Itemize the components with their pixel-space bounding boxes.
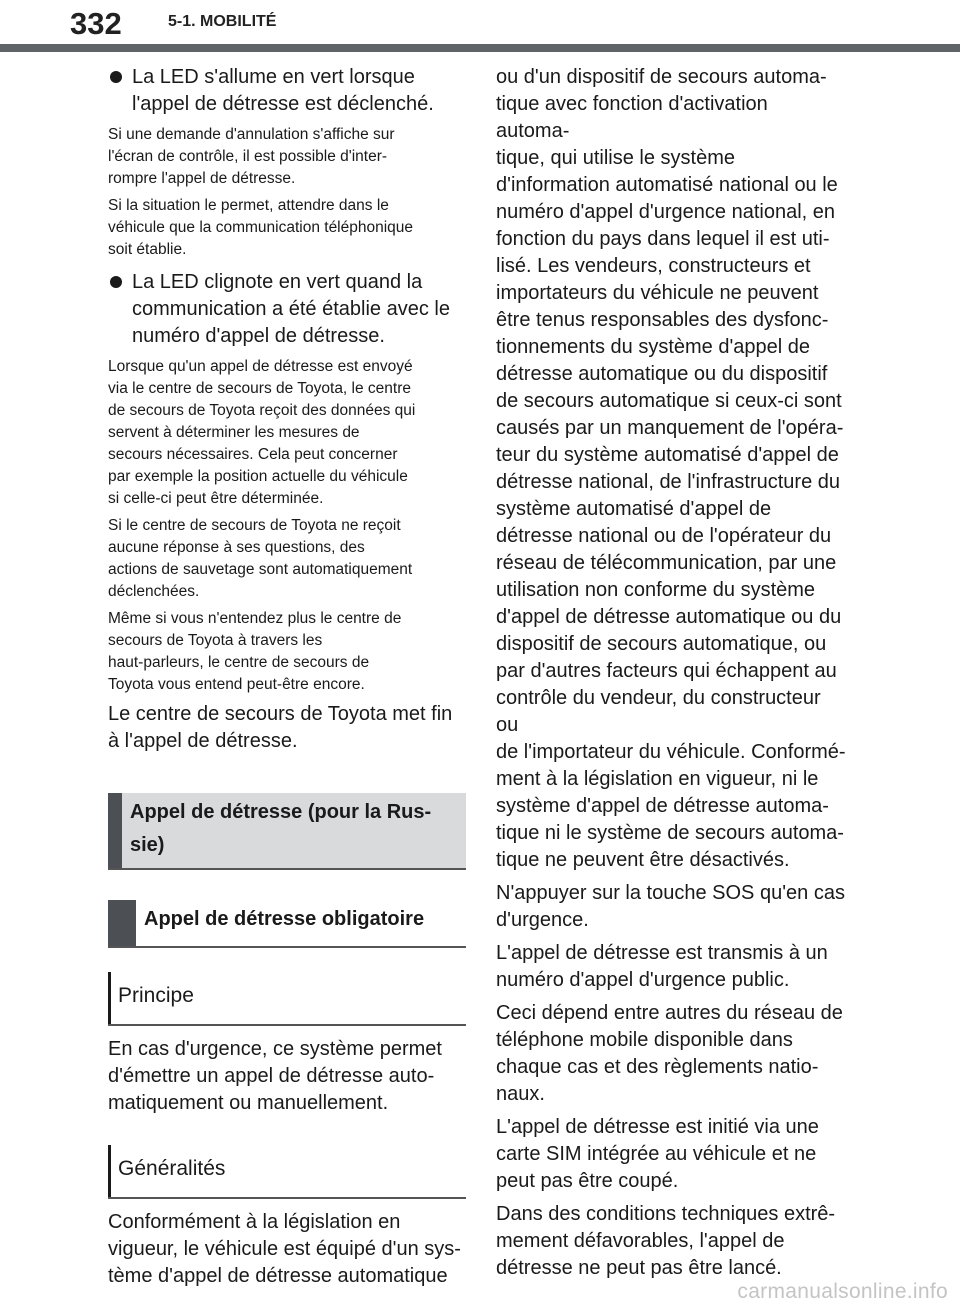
text-line: vigueur, le véhicule est équipé d'un sys- <box>108 1238 461 1260</box>
note-cancel-request <box>108 124 466 190</box>
text-line: détresse national, de l'infrastructure du <box>496 471 841 493</box>
text-line: véhicule que la communication téléphonique <box>108 219 414 236</box>
heading-general-text: Généralités <box>118 1157 226 1180</box>
note-no-response <box>108 515 466 603</box>
text-line: matiquement ou manuellement. <box>108 1092 389 1114</box>
text-line: La LED clignote en vert quand la <box>132 271 423 293</box>
text-line: d'appel de détresse automatique ou du <box>496 606 842 628</box>
text-line: tique ni le système de secours automa- <box>496 822 844 844</box>
header-rule <box>0 44 960 52</box>
right-column <box>496 64 846 1288</box>
text-line: détresse ne peut pas être lancé. <box>496 1257 782 1279</box>
text-line: Lorsque qu'un appel de détresse est envoyé <box>108 358 413 375</box>
para-principle <box>108 1036 466 1117</box>
text-line: d'émettre un appel de détresse auto- <box>108 1065 435 1087</box>
para-network <box>496 1000 846 1108</box>
heading-general <box>108 1145 466 1199</box>
text-line: Ceci dépend entre autres du réseau de <box>496 1002 843 1024</box>
text-line: par exemple la position actuelle du véhicule <box>108 468 408 485</box>
text-line: par d'autres facteurs qui échappent au <box>496 660 837 682</box>
bullet-led-green <box>108 64 466 118</box>
page-number: 332 <box>70 6 122 41</box>
text-line: L'appel de détresse est initié via une <box>496 1116 819 1138</box>
heading-russia <box>108 793 466 870</box>
text-line: Toyota vous entend peut-être encore. <box>108 676 365 693</box>
text-line: carte SIM intégrée au véhicule et ne <box>496 1143 817 1165</box>
text-line: tique, qui utilise le système <box>496 147 736 169</box>
text-line: via le centre de secours de Toyota, le centre <box>108 380 411 397</box>
text-line: actions de sauvetage sont automatiquement <box>108 561 413 578</box>
text-line: détresse national ou de l'opérateur du <box>496 525 832 547</box>
text-line: haut-parleurs, le centre de secours de <box>108 654 370 671</box>
text-line: dispositif de secours automatique, ou <box>496 633 827 655</box>
heading-bar <box>108 793 122 868</box>
text-line: L'appel de détresse est transmis à un <box>496 942 828 964</box>
text-line: numéro d'appel de détresse. <box>132 325 385 347</box>
text-line: tème d'appel de détresse automatique <box>108 1265 448 1287</box>
heading-principle-text: Principe <box>118 984 194 1007</box>
text-line: Même si vous n'entendez plus le centre de <box>108 610 402 627</box>
text-line: communication a été établie avec le <box>132 298 450 320</box>
left-column <box>108 64 466 1296</box>
text-line: lisé. Les vendeurs, constructeurs et <box>496 255 811 277</box>
heading-bar <box>108 972 111 1024</box>
text-line: de secours automatique si ceux-ci sont <box>496 390 842 412</box>
text-line: rompre l'appel de détresse. <box>108 170 296 187</box>
text-line: tique avec fonction d'activation automa- <box>496 93 768 142</box>
text-line: causés par un manquement de l'opéra- <box>496 417 844 439</box>
text-line: secours de Toyota à travers les <box>108 632 323 649</box>
text-line: Si une demande d'annulation s'affiche sur <box>108 126 395 143</box>
text-line: d'information automatisé national ou le <box>496 174 838 196</box>
text-line: Appel de détresse (pour la Rus- <box>130 801 432 823</box>
text-line: soit établie. <box>108 241 187 258</box>
text-line: servent à déterminer les mesures de <box>108 424 360 441</box>
text-line: mement défavorables, l'appel de <box>496 1230 785 1252</box>
text-line: teur du système automatisé d'appel de <box>496 444 839 466</box>
para-public-number <box>496 940 846 994</box>
text-line: détresse automatique ou du dispositif <box>496 363 828 385</box>
text-line: à l'appel de détresse. <box>108 730 298 752</box>
text-line: En cas d'urgence, ce système permet <box>108 1038 442 1060</box>
text-line: ou d'un dispositif de secours automa- <box>496 66 827 88</box>
heading-mandatory-text: Appel de détresse obligatoire <box>144 908 425 930</box>
text-line: système automatisé d'appel de <box>496 498 772 520</box>
text-line: fonction du pays dans lequel il est uti- <box>496 228 830 250</box>
text-line: téléphone mobile disponible dans <box>496 1029 793 1051</box>
text-line: La LED s'allume en vert lorsque <box>132 66 415 88</box>
text-line: si celle-ci peut être déterminée. <box>108 490 324 507</box>
bullet-led-blinking <box>108 269 466 350</box>
text-line: tionnements du système d'appel de <box>496 336 811 358</box>
text-line: Conformément à la législation en <box>108 1211 401 1233</box>
heading-mandatory <box>108 900 466 948</box>
text-line: ment à la législation en vigueur, ni le <box>496 768 819 790</box>
text-line: Le centre de secours de Toyota met fin <box>108 703 453 725</box>
text-line: utilisation non conforme du système <box>496 579 816 601</box>
para-conditions <box>496 1201 846 1282</box>
text-line: de l'importateur du véhicule. Conformé- <box>496 741 846 763</box>
text-line: tique ne peuvent être désactivés. <box>496 849 790 871</box>
text-line: d'urgence. <box>496 909 589 931</box>
watermark: carmanualsonline.info <box>737 1280 948 1303</box>
heading-bar <box>108 1145 111 1197</box>
text-line: Si le centre de secours de Toyota ne reçoit <box>108 517 401 534</box>
section-title: 5-1. MOBILITÉ <box>168 13 277 30</box>
text-line: déclenchées. <box>108 583 200 600</box>
para-sim <box>496 1114 846 1195</box>
page-header <box>0 0 960 54</box>
text-line: importateurs du véhicule ne peuvent <box>496 282 819 304</box>
heading-principle <box>108 972 466 1026</box>
text-line: numéro d'appel d'urgence national, en <box>496 201 835 223</box>
text-line: système d'appel de détresse automa- <box>496 795 829 817</box>
text-line: naux. <box>496 1083 545 1105</box>
text-line: secours nécessaires. Cela peut concerner <box>108 446 398 463</box>
text-line: réseau de télécommunication, par une <box>496 552 837 574</box>
text-line: chaque cas et des règlements natio- <box>496 1056 819 1078</box>
note-data-sent <box>108 356 466 510</box>
text-line: aucune réponse à ses questions, des <box>108 539 365 556</box>
text-line: Si la situation le permet, attendre dans le <box>108 197 389 214</box>
text-line: être tenus responsables des dysfonc- <box>496 309 829 331</box>
para-general <box>108 1209 466 1290</box>
heading-russia-text <box>108 793 466 868</box>
note-still-heard <box>108 608 466 696</box>
heading-bar <box>108 900 136 946</box>
text-line: Dans des conditions techniques extrê- <box>496 1203 836 1225</box>
text-line: l'appel de détresse est déclenché. <box>132 93 434 115</box>
note-wait-in-vehicle <box>108 195 466 261</box>
text-line: peut pas être coupé. <box>496 1170 679 1192</box>
para-end-call <box>108 701 466 755</box>
para-sos-button <box>496 880 846 934</box>
text-line: l'écran de contrôle, il est possible d'inter- <box>108 148 388 165</box>
para-liability <box>496 64 846 874</box>
text-line: de secours de Toyota reçoit des données qui <box>108 402 416 419</box>
text-line: N'appuyer sur la touche SOS qu'en cas <box>496 882 845 904</box>
text-line: sie) <box>130 834 165 856</box>
text-line: numéro d'appel d'urgence public. <box>496 969 790 991</box>
text-line: contrôle du vendeur, du constructeur ou <box>496 687 821 736</box>
